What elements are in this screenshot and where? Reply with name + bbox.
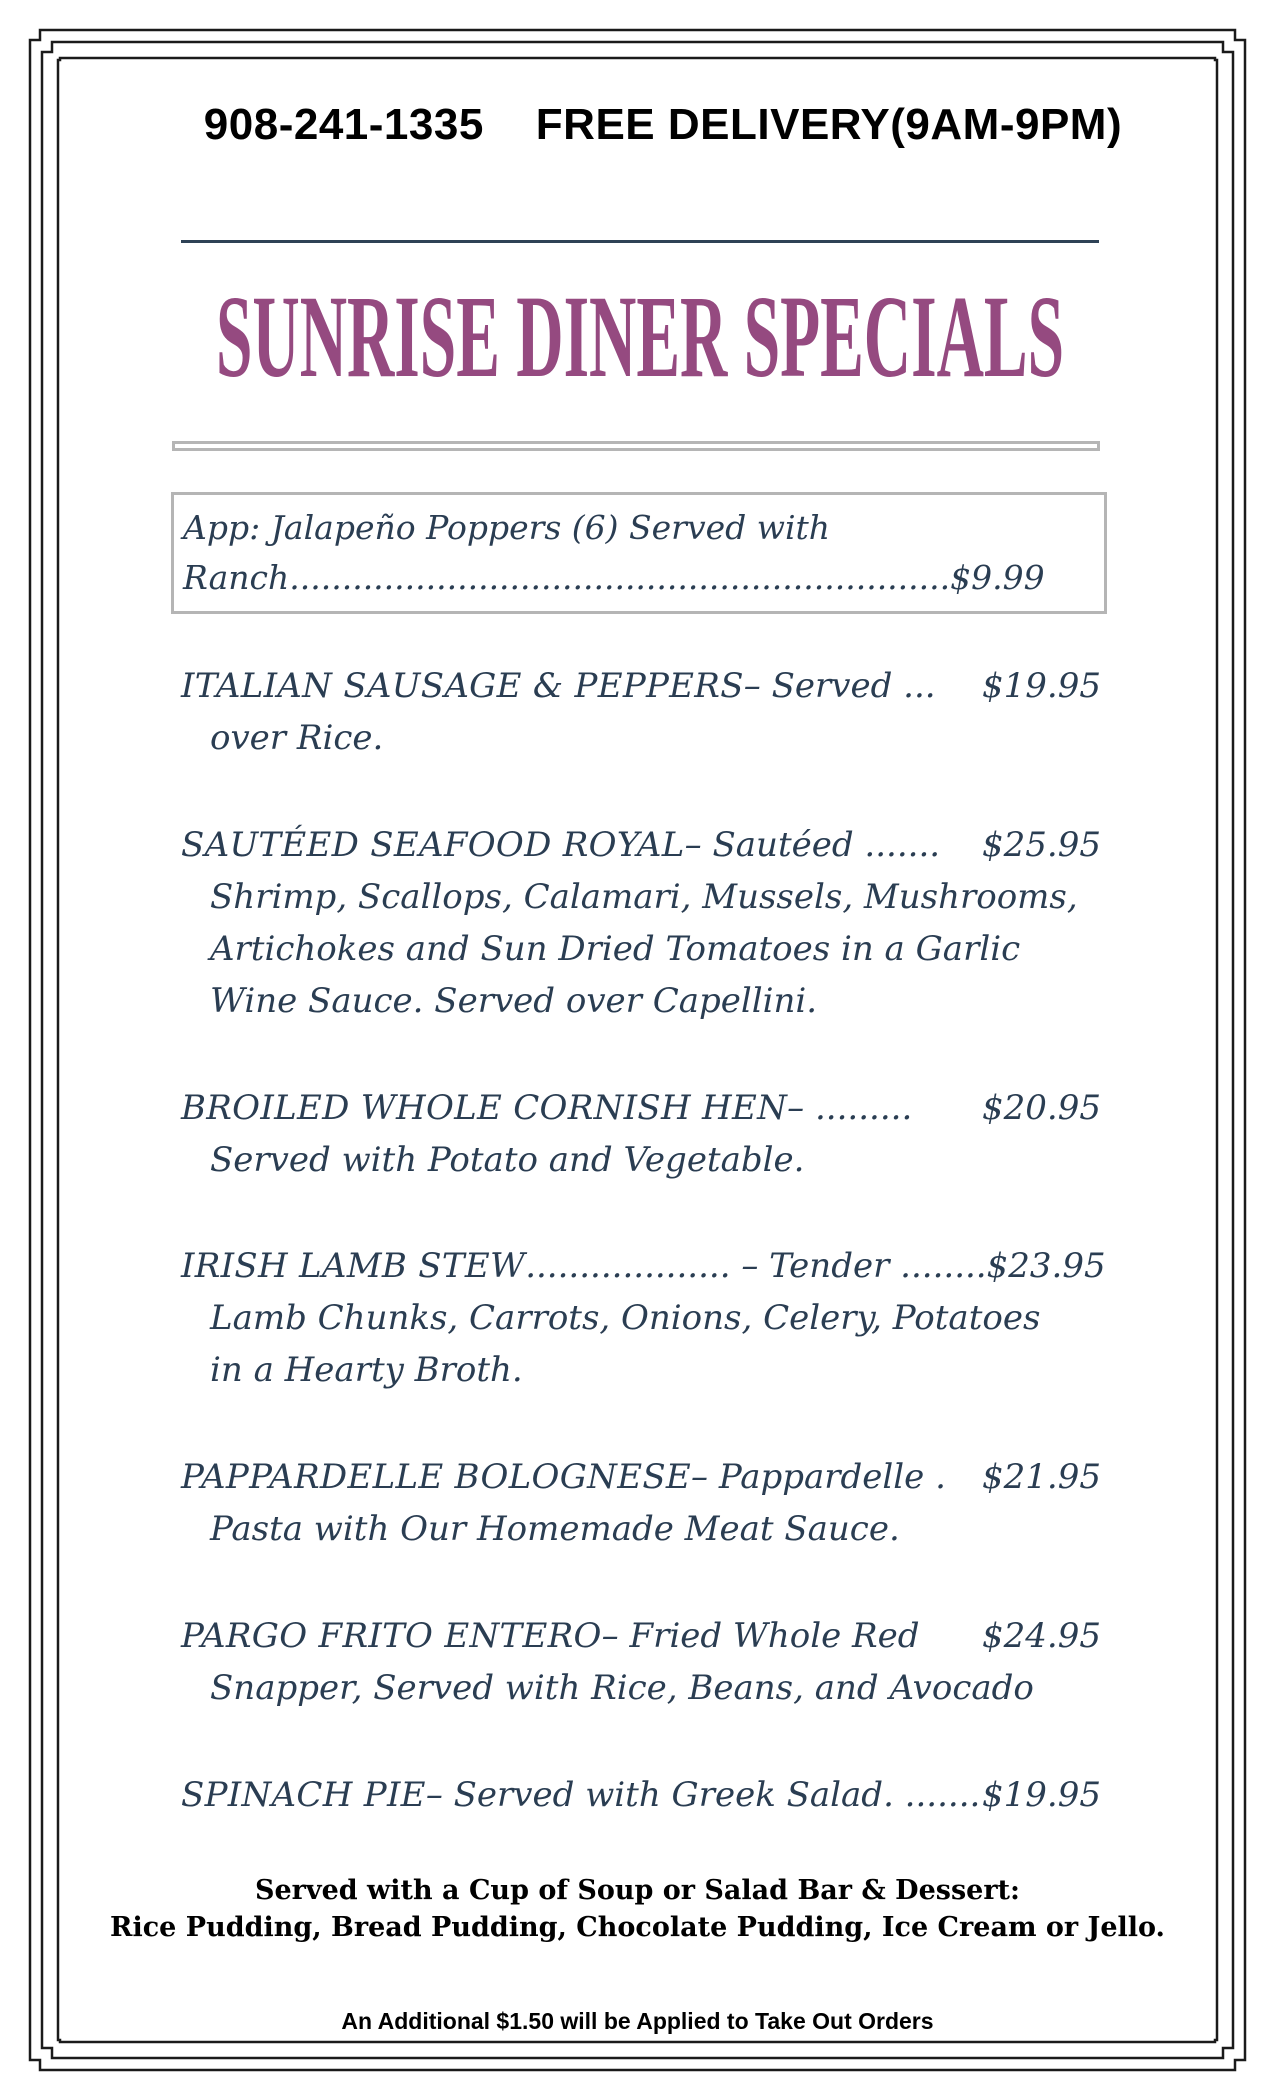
- takeout-note: An Additional $1.50 will be Applied to Take Out Orders: [341, 2008, 934, 2034]
- menu-item: [181, 1610, 1101, 1714]
- item-description-lead: – Served with Greek Salad. .......: [425, 1775, 981, 1815]
- item-description-line: Pasta with Our Homemade Meat Sauce.: [210, 1509, 900, 1549]
- item-price: $24.95: [982, 1616, 1101, 1656]
- item-description-lead: – .........: [787, 1088, 913, 1128]
- appetizer-price: $9.99: [950, 558, 1045, 597]
- item-description-line: Snapper, Served with Rice, Beans, and Avocado: [210, 1668, 1034, 1708]
- item-description-line: Wine Sauce. Served over Capellini.: [210, 981, 818, 1021]
- item-description-lead: – Pappardelle .: [691, 1457, 946, 1497]
- item-description-line: Shrimp, Scallops, Calamari, Mussels, Mushrooms,: [210, 877, 1078, 917]
- item-name: BROILED WHOLE CORNISH HEN: [181, 1088, 788, 1128]
- item-description-line: over Rice.: [210, 718, 384, 758]
- item-price: $19.95: [982, 1775, 1101, 1815]
- item-description-lead: – Fried Whole Red: [601, 1616, 920, 1656]
- menu-item: [181, 1240, 1106, 1396]
- item-description-line: Served with Potato and Vegetable.: [210, 1140, 805, 1180]
- item-description-line: Artichokes and Sun Dried Tomatoes in a Garlic: [210, 929, 1021, 969]
- appetizer-line-1: App: Jalapeño Poppers (6) Served with: [183, 508, 831, 547]
- item-description-line: in a Hearty Broth.: [210, 1350, 523, 1390]
- contact-header: [0, 50, 1275, 200]
- menu-item: [181, 1451, 1101, 1555]
- menu-item: [181, 819, 1101, 1027]
- item-description-lead: – Sautéed .......: [684, 825, 941, 865]
- item-description-lead: ................... – Tender ........: [525, 1246, 987, 1286]
- item-price: $19.95: [982, 666, 1101, 706]
- sides-note-line-2: Rice Pudding, Bread Pudding, Chocolate Pudding, Ice Cream or Jello.: [110, 1912, 1165, 1943]
- menu-item: [181, 1769, 1101, 1821]
- item-price: $21.95: [982, 1457, 1101, 1497]
- title-text: SUNRISE DINER SPECIALS: [216, 271, 1064, 402]
- sides-note-line-1: Served with a Cup of Soup or Salad Bar & Dessert:: [255, 1875, 1020, 1906]
- item-name: ITALIAN SAUSAGE & PEPPERS: [181, 666, 744, 706]
- item-description-line: Lamb Chunks, Carrots, Onions, Celery, Potatoes: [210, 1298, 1041, 1338]
- title-divider: [172, 441, 1100, 451]
- appetizer-line-2: Ranch...............................................................: [183, 558, 951, 597]
- page-title: [200, 262, 1080, 402]
- item-name: SAUTÉED SEAFOOD ROYAL: [181, 825, 685, 865]
- item-price: $20.95: [982, 1088, 1101, 1128]
- delivery-notice: FREE DELIVERY(9AM-9PM): [535, 100, 1123, 149]
- appetizer-box: [171, 492, 1107, 614]
- phone-number: 908-241-1335: [203, 100, 484, 149]
- item-description-lead: – Served ...: [743, 666, 936, 706]
- item-name: IRISH LAMB STEW: [181, 1246, 526, 1286]
- top-rule: [181, 240, 1099, 243]
- item-price: $23.95: [986, 1246, 1106, 1286]
- sides-note: [0, 1872, 1275, 1946]
- item-name: PARGO FRITO ENTERO: [181, 1616, 602, 1656]
- item-price: $25.95: [982, 825, 1101, 865]
- item-name: SPINACH PIE: [181, 1775, 426, 1815]
- item-name: PAPPARDELLE BOLOGNESE: [181, 1457, 692, 1497]
- menu-item: [181, 660, 1101, 764]
- menu-item: [181, 1082, 1101, 1186]
